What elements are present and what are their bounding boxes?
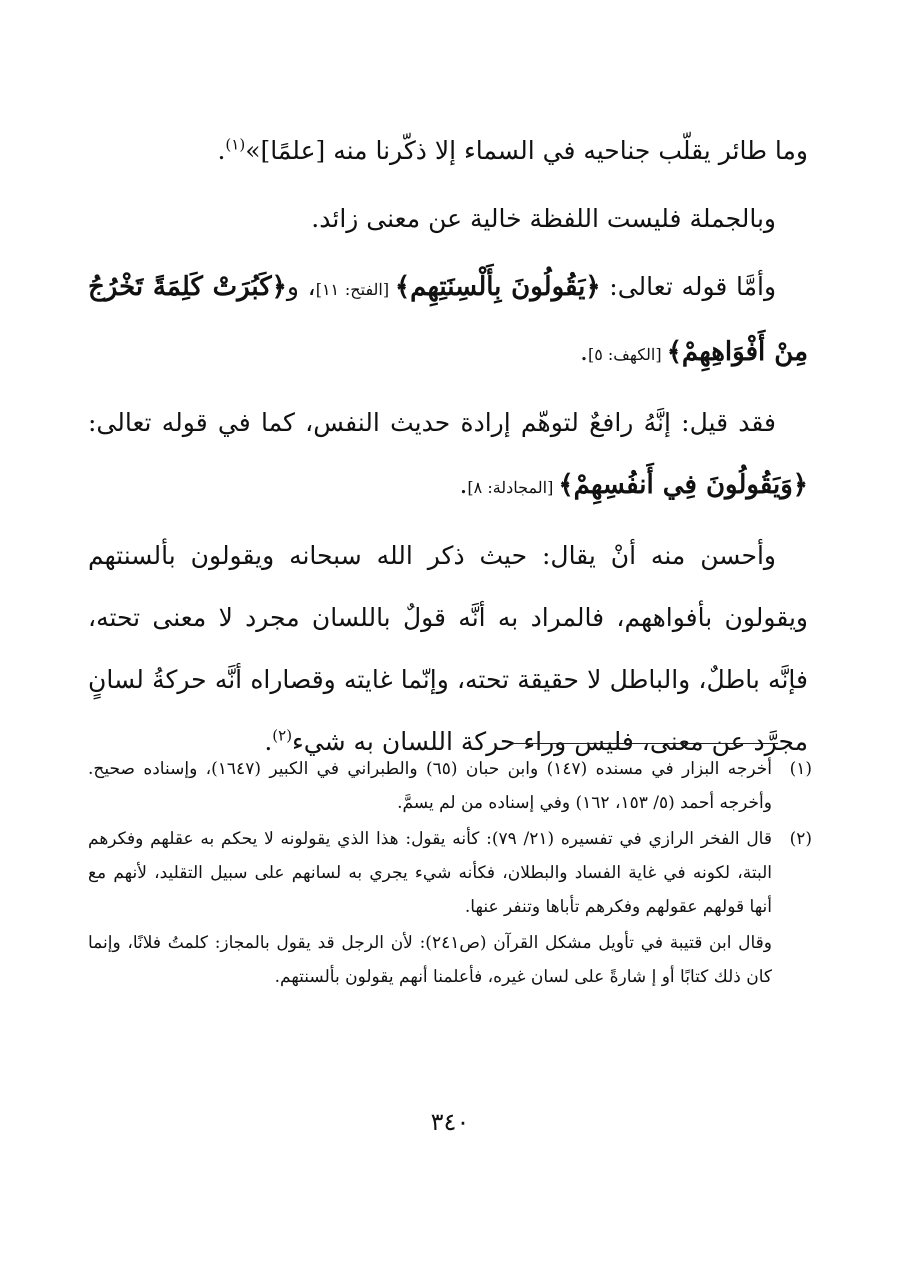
quran-verse-fath: ﴿يَقُولُونَ بِأَلْسِنَتِهِم﴾ [394,272,601,302]
footnote-1-text: أخرجه البزار في مسنده (١٤٧) وابن حبان (٦٥) والطبراني في الكبير (١٦٤٧)، وإسناده صحيح. وأخرجه أحمد (٥/ ١٥٣، ١٦٢) وفي إسناده من لم يسمَّ. [88,759,772,813]
footnote-2-number: (٢) [789,829,812,849]
paragraph-4-lead: فقد قيل: إنَّهُ رافعٌ لتوهّم إرادة حديث النفس، كما في قوله تعالى: [88,408,776,437]
paragraph-2-text: وبالجملة فليست اللفظة خالية عن معنى زائد. [311,204,776,233]
verse-ref-mujadila: [المجادلة: ٨] [467,478,559,497]
paragraph-2 [88,188,808,250]
footnote-2-text-2: وقال ابن قتيبة في تأويل مشكل القرآن (ص٢٤١): لأن الرجل قد يقول بالمجاز: كلمتُ فلانًا، وإنما كان ذلك كتابًا أو إ شارةً على لسان غيره، فأعلمنا أنهم يقولون بألسنتهم. [88,933,772,987]
main-text [88,120,808,779]
paragraph-3-end: . [579,337,588,366]
paragraph-4-end: . [459,470,468,499]
paragraph-5-end: . [264,727,273,756]
footnote-ref-2[interactable]: (٢) [272,726,293,745]
quran-verse-mujadila: ﴿وَيَقُولُونَ فِي أَنفُسِهِمْ﴾ [558,470,808,500]
footnote-2-text: قال الفخر الرازي في تفسيره (٢١/ ٧٩): كأنه يقول: هذا الذي يقولونه لا يحكم به عقلهم وفكرهم البتة، لكونه في غاية الفساد والبطلان، فكأنه شيء يجري به لسانهم على سبيل التقليد، لأنهم مع أنها قولهم عقولهم وفكرهم تأباها وتنفر عنها. [88,829,772,917]
footnote-separator [510,743,778,744]
footnote-ref-1[interactable]: (١) [225,135,246,154]
verse-ref-kahf: [الكهف: ٥] [587,345,667,364]
paragraph-3-mid: ، و [286,272,316,301]
paragraph-4 [88,392,808,519]
paragraph-1-text: وما طائر يقلّب جناحيه في السماء إلا ذكّرنا منه [علمًا]» [245,136,808,165]
verse-ref-fath: [الفتح: ١١] [315,280,395,299]
footnote-2 [88,822,812,924]
paragraph-3 [88,256,808,386]
paragraph-5 [88,525,808,773]
paragraph-1 [88,120,808,182]
footnotes-section [88,752,812,996]
paragraph-1-end: . [217,136,226,165]
footnote-1-number: (١) [789,759,812,779]
page-number: ٣٤٠ [430,1108,470,1136]
footnote-2-continuation [88,926,812,994]
quran-verse-kahf: ﴿كَبُرَتْ كَلِمَةً تَخْرُجُ مِنْ أَفْوَاهِهِمْ﴾ [88,272,808,367]
paragraph-5-text: وأحسن منه أنْ يقال: حيث ذكر الله سبحانه ويقولون بألسنتهم ويقولون بأفواههم، فالمراد به أنَّه قولٌ باللسان مجرد لا معنى تحته، فإنَّه باطلٌ، والباطل لا حقيقة تحته، وإنّما غايته وقصاراه أنَّه حركةُ لسانٍ مجرَّد عن معنى، فليس وراء حركة اللسان به شيء [88,541,808,756]
paragraph-3-lead: وأمَّا قوله تعالى: [600,272,777,301]
footnote-1 [88,752,812,820]
